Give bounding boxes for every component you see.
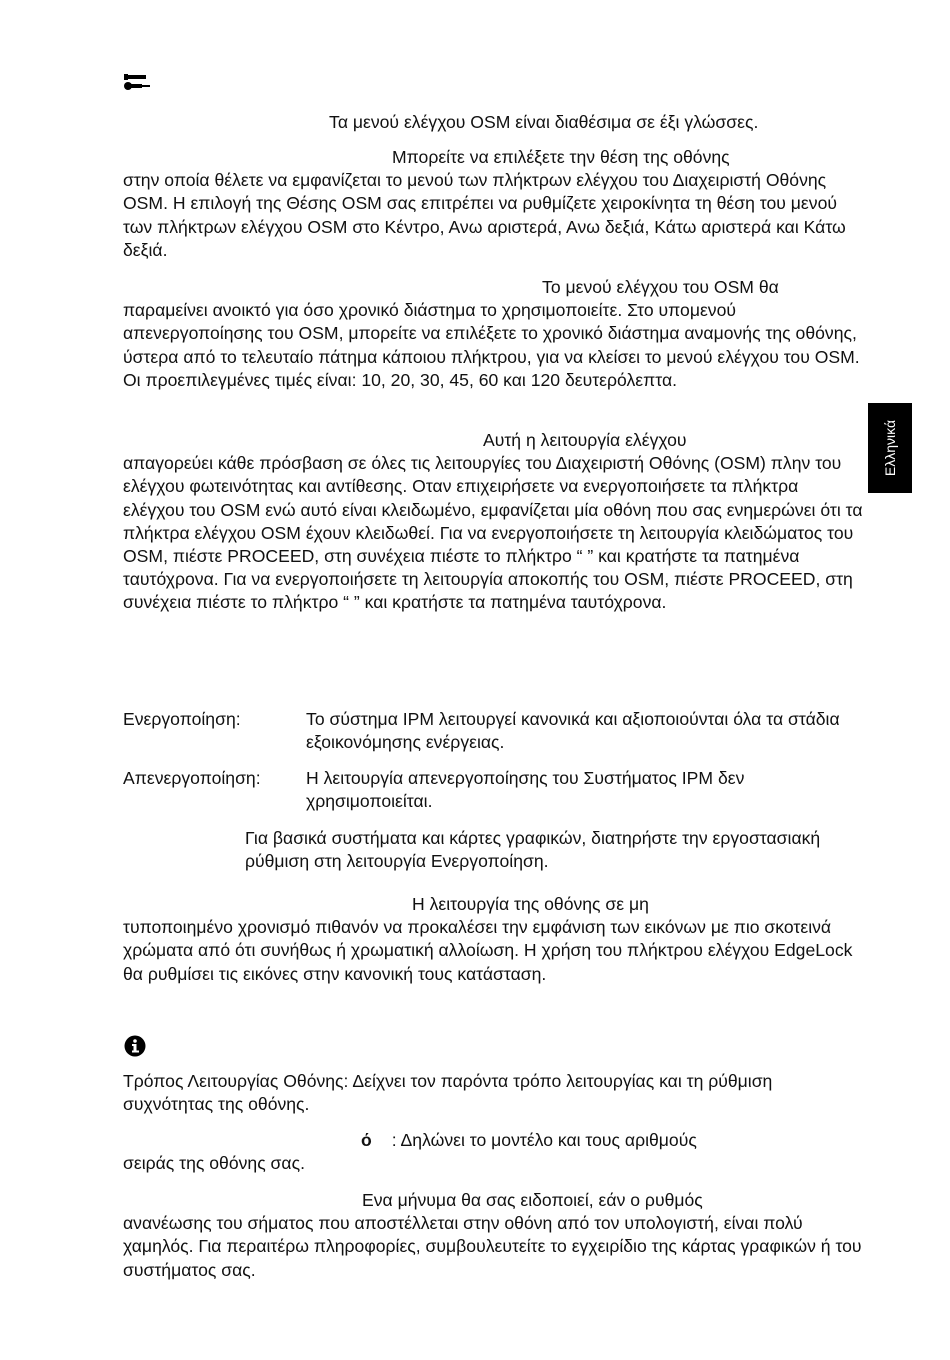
paragraph-osm-turnoff: Το μενού ελέγχου του OSM θα παραμείνει ανοικτό για όσο χρονικό διάστημα το χρησιμοποιείτε. Στο υπομενού απενεργοποίησης του OSM, μπορείτε να επιλέξετε το χρονικό διάστημα αναμονής της οθόνης, ύστερα από το τελευταίο πάτημα κάποιου πλήκτρου, για να κλείσει το μενού ελέγχου του OSM. Οι προεπιλεγμένες τιμές είναι: 10, 20, 30, 45, 60 και 120 δευτερόλεπτα. [123, 277, 860, 390]
wrench-screwdriver-icon [123, 73, 151, 93]
monitor-info-line1: : Δηλώνει το μοντέλο και τους αριθμούς [391, 1130, 697, 1150]
paragraph-monitor-info: ό : Δηλώνει το μοντέλο και τους αριθμούς σειράς της οθόνης σας. [123, 1130, 697, 1174]
paragraph-osm-lockout: Αυτή η λειτουργία ελέγχου απαγορεύει κάθε πρόσβαση σε όλες τις λειτουργίες του Διαχειριστή Οθόνης (OSM) πλην του ελέγχου φωτεινότητας και αντίθεσης. Οταν επιχειρήσετε να ενεργοποιήσετε τα πλήκτρα ελέγχου του OSM ενώ αυτό είναι κλειδωμένο, εμφανίζεται μία οθόνη που σας ενημερώνει ότι τα πλήκτρα ελέγχου OSM έχουν κλειδωθεί. Για να ενεργοποιήσετε τη λειτουργία κλειδώματος του OSM, πιέστε PROCEED, στη συνέχεια πιέστε το πλήκτρο “ ” και κρατήστε τα πατημένα ταυτόχρονα. Για να ενεργοποιήσετε τη λειτουργία αποκοπής του OSM, πιέστε PROCEED, στη συνέχεια πιέστε το πλήκτρο “ ” και κρατήστε τα πατημένα ταυτόχρονα. [123, 430, 863, 613]
paragraph-languages: Τα μενού ελέγχου OSM είναι διαθέσιμα σε έξι γλώσσες. [329, 112, 759, 132]
paragraph-display-mode: Τρόπος Λειτουργίας Οθόνης: Δείχνει τον παρόντα τρόπο λειτουργίας και τη ρύθμιση συχνότητας της οθόνης. [123, 1071, 773, 1115]
language-side-tab [868, 403, 912, 493]
paragraph-osm-position: Μπορείτε να επιλέξετε την θέση της οθόνης στην οποία θέλετε να εμφανίζεται το μενού των πλήκτρων ελέγχου του Διαχειριστή Οθόνης OSM. Η επιλογή της Θέσης OSM σας επιτρέπει να ρυθμίζετε χειροκίνητα τη θέση του μενού των πλήκτρων ελέγχου OSM στο Κέντρο, Ανω αριστερά, Ανω δεξιά, Κάτω αριστερά και Κάτω δεξιά. [123, 147, 846, 260]
ipm-off-label: Απενεργοποίηση: [123, 768, 261, 788]
ipm-on-label: Ενεργοποίηση: [123, 709, 241, 729]
paragraph-refresh: Ενα μήνυμα θα σας ειδοποιεί, εάν ο ρυθμός ανανέωσης του σήματος που αποστέλλεται στην οθόνη από τον υπολογιστή, είναι πολύ χαμηλός. Για περαιτέρω πληροφορίες, συμβουλευτείτε το εγχειρίδιο της κάρτας γραφικών ή του συστήματος σας. [123, 1190, 862, 1280]
ipm-off-desc: Η λειτουργία απενεργοποίησης του Συστήματος IPM δεν χρησιμοποιείται. [306, 768, 745, 812]
ipm-on-desc: Το σύστημα IPM λειτουργεί κανονικά και αξιοποιούνται όλα τα στάδια εξοικονόμησης ενέργειας. [306, 709, 840, 753]
info-icon [124, 1035, 146, 1057]
ipm-note: Για βασικά συστήματα και κάρτες γραφικών, διατηρήστε την εργοστασιακή ρύθμιση στη λειτουργία Ενεργοποίηση. [245, 828, 821, 872]
language-tab-label: Ελληνικά [882, 419, 898, 477]
paragraph-edgelock: Η λειτουργία της οθόνης σε μη τυποποιημένο χρονισμό πιθανόν να προκαλέσει την εμφάνιση των εικόνων με πιο σκοτεινά χρώματα από ότι συνήθως ή χρωματική αλλοίωση. Η χρήση του πλήκτρου ελέγχου EdgeLock θα ρυθμίσει τις εικόνες στην κανονική τους κατάσταση. [123, 894, 853, 984]
monitor-info-bold: ό [361, 1130, 372, 1150]
